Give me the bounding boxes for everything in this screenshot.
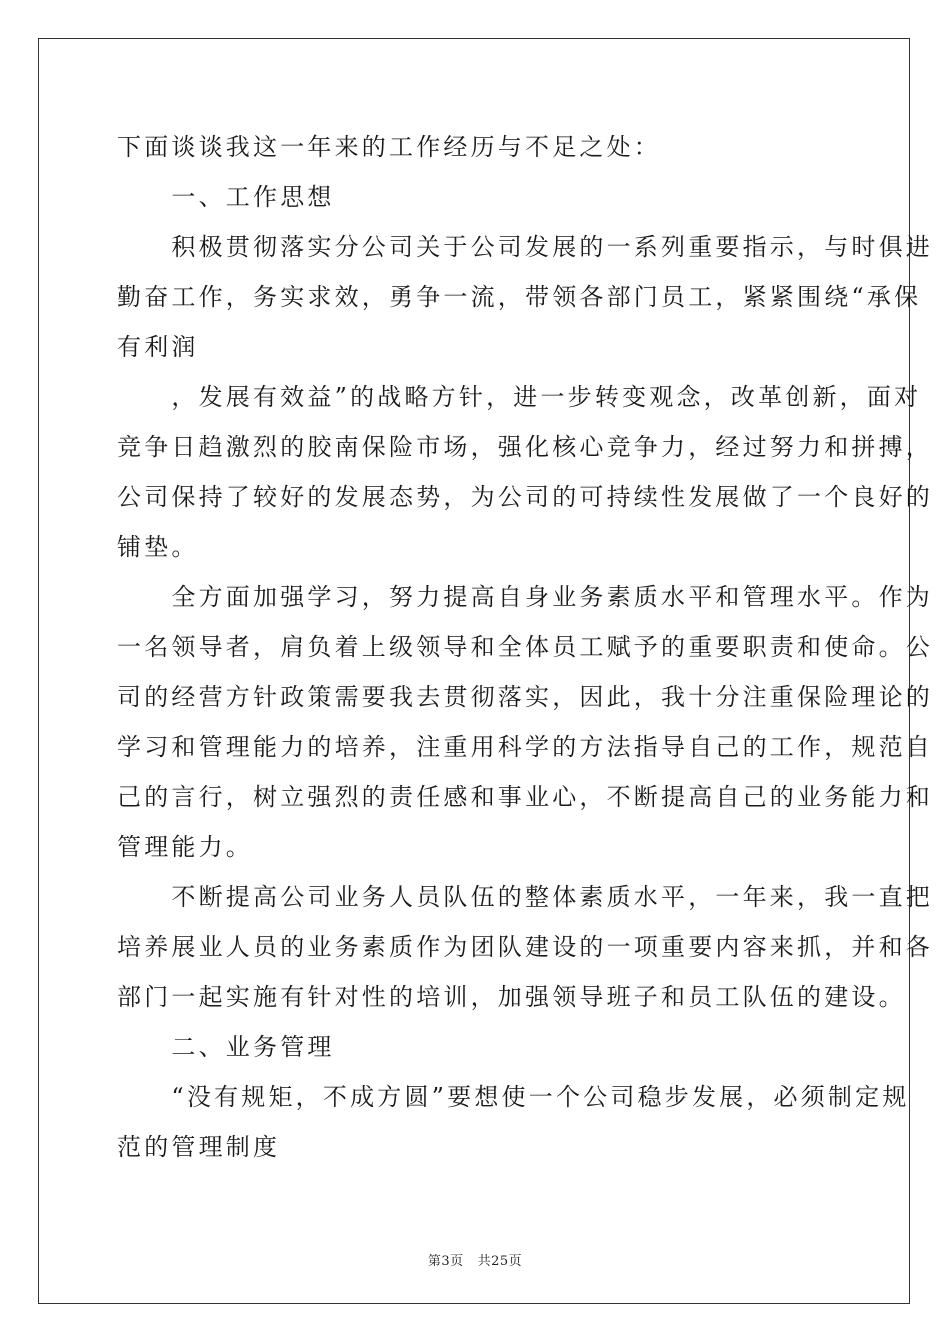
text-line: 管理能力。 [117, 833, 253, 861]
text-line: 竞争日趋激烈的胶南保险市场，强化核心竞争力，经过努力和拼搏， [117, 433, 933, 461]
page-number: 第3页 [427, 1254, 464, 1269]
text-line: “没有规矩，不成方圆”要想使一个公司稳步发展，必须制定规 [117, 1083, 910, 1111]
section-heading: 一、工作思想 [117, 183, 335, 211]
text-line: 司的经营方针政策需要我去贯彻落实，因此，我十分注重保险理论的 [117, 683, 933, 711]
text-line: 一名领导者，肩负着上级领导和全体员工赋予的重要职责和使命。公 [117, 633, 933, 661]
text-line: 己的言行，树立强烈的责任感和事业心，不断提高自己的业务能力和 [117, 783, 933, 811]
text-line: 全方面加强学习，努力提高自身业务素质水平和管理水平。作为 [117, 583, 933, 611]
text-line: 不断提高公司业务人员队伍的整体素质水平，一年来，我一直把 [117, 883, 933, 911]
text-line: 下面谈谈我这一年来的工作经历与不足之处： [117, 133, 661, 161]
text-line: 范的管理制度 [117, 1133, 281, 1161]
page-footer [0, 1250, 950, 1269]
text-line: 部门一起实施有针对性的培训，加强领导班子和员工队伍的建设。 [117, 983, 906, 1011]
text-line: 公司保持了较好的发展态势，为公司的可持续性发展做了一个良好的 [117, 483, 933, 511]
text-line: 有利润 [117, 333, 199, 361]
text-line: ，发展有效益”的战略方针，进一步转变观念，改革创新，面对 [117, 383, 922, 411]
page-total: 共25页 [477, 1254, 523, 1269]
page-border [38, 38, 910, 1304]
text-line: 铺垫。 [117, 533, 199, 561]
text-line: 培养展业人员的业务素质作为团队建设的一项重要内容来抓，并和各 [117, 933, 933, 961]
text-line: 积极贯彻落实分公司关于公司发展的一系列重要指示，与时俱进 [117, 233, 933, 261]
text-line: 勤奋工作，务实求效，勇争一流，带领各部门员工，紧紧围绕“承保 [117, 283, 922, 311]
text-line: 学习和管理能力的培养，注重用科学的方法指导自己的工作，规范自 [117, 733, 933, 761]
section-heading: 二、业务管理 [117, 1033, 335, 1061]
